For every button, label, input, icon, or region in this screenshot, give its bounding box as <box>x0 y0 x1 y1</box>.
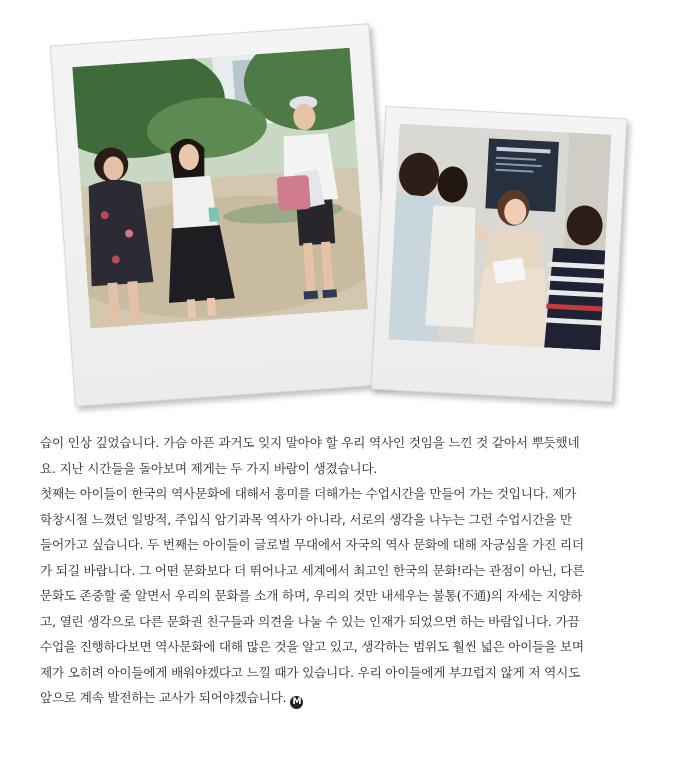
body-line-last <box>40 685 660 711</box>
exhibition-guide-photo <box>388 124 611 351</box>
body-line: 첫째는 아이들이 한국의 역사문화에 대해서 흥미를 더해가는 수업시간을 만들어 가는 것입니다. 제가 <box>40 486 577 501</box>
body-line: 고, 열린 생각으로 다른 문화권 친구들과 의견을 나눌 수 있는 인재가 되었으면 하는 바람입니다. 가끔 <box>40 613 580 629</box>
body-line: 학창시절 느꼈던 일방적, 주입식 암기과목 역사가 아니라, 서로의 생각을 나누는 그런 수업시간을 만 <box>40 511 572 527</box>
polaroid-frame-right <box>371 106 628 402</box>
polaroid-frame-left <box>50 23 394 406</box>
body-line: 요. 지난 시간들을 돌아보며 제게는 두 가지 바람이 생겼습니다. <box>40 460 378 476</box>
body-line: 가 되길 바랍니다. 그 어떤 문화보다 더 뛰어나고 세계에서 최고인 한국의 문화!라는 관점이 아닌, 다른 <box>40 562 585 578</box>
body-line: 습이 인상 깊었습니다. 가슴 아픈 과거도 잊지 말아야 할 우리 역사인 것임을 느낀 것 같아서 뿌듯했네 <box>40 435 580 450</box>
end-mark-icon: M <box>290 696 303 709</box>
body-line: 제가 오히려 아이들에게 배워야겠다고 느낄 때가 있습니다. 우리 아이들에게 부끄럽지 않게 저 역시도 <box>40 664 581 680</box>
article-body <box>40 430 660 711</box>
body-line: 문화도 존중할 줄 알면서 우리의 문화를 소개 하며, 우리의 것만 내세우는 불통(不通)의 자세는 지양하 <box>40 588 583 603</box>
body-line: 수업을 진행하다보면 역사문화에 대해 많은 것을 알고 있고, 생각하는 범위도 훨씬 넓은 아이들을 보며 <box>40 639 584 654</box>
body-line-text: 앞으로 계속 발전하는 교사가 되어야겠습니다. <box>40 690 287 705</box>
body-line: 들어가고 싶습니다. 두 번째는 아이들이 글로벌 무대에서 자국의 역사 문화에 대해 자긍심을 가진 리더 <box>40 537 584 552</box>
students-outdoor-photo <box>72 48 368 329</box>
